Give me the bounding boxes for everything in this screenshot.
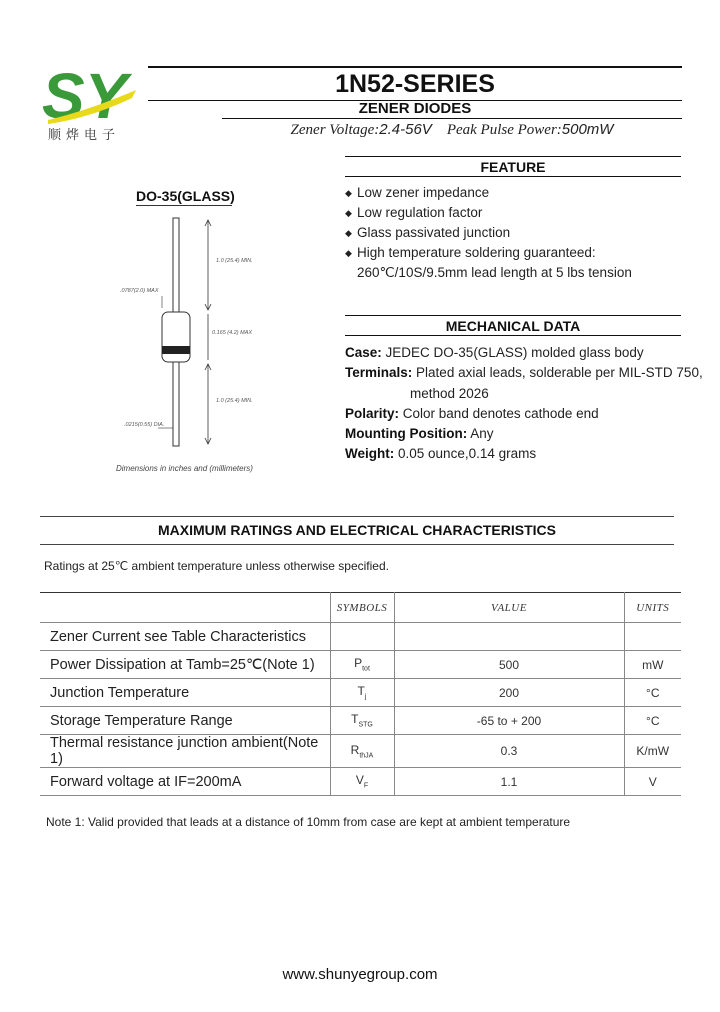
peak-pulse-value: 500mW (561, 121, 614, 138)
list-item: ◆ Low regulation factor (345, 203, 685, 223)
mechanical-data (345, 343, 703, 465)
diode-body (162, 312, 190, 362)
header-rule-bottom (222, 118, 682, 119)
zener-voltage-value: 2.4-56V (379, 121, 432, 138)
param-cell: Zener Current see Table Characteristics (40, 623, 330, 651)
symbol-subscript: thJA (359, 752, 374, 760)
symbol-cell (330, 707, 394, 735)
lead-bottom (173, 362, 179, 446)
symbol-main: V (355, 773, 364, 788)
mech-row-case: Case: JEDEC DO-35(GLASS) molded glass body (345, 345, 644, 360)
unit-cell: V (624, 768, 681, 796)
table-row (40, 679, 681, 707)
symbol-main: R (350, 742, 360, 757)
bullet-arrow-icon: ◆ (345, 208, 352, 218)
param-cell: Thermal resistance junction ambient(Note 1) (40, 735, 330, 768)
unit-cell (624, 623, 681, 651)
value-cell: 200 (394, 679, 624, 707)
symbol-cell (330, 735, 394, 768)
unit-cell: °C (624, 679, 681, 707)
logo-chinese-name: 顺烨电子 (48, 128, 121, 143)
ratings-table (40, 592, 681, 796)
dim-label-body-dia: .0787(2.0) MAX (120, 288, 159, 294)
param-cell: Power Dissipation at Tamb=25℃(Note 1) (40, 651, 330, 679)
symbol-cell (330, 768, 394, 796)
symbol-main: T (351, 712, 359, 727)
table-row (40, 623, 681, 651)
peak-pulse-label: Peak Pulse Power: (446, 122, 562, 138)
dim-label-lead-dia: .0215(0.55) DIA. (124, 422, 165, 428)
feature-list (345, 183, 685, 283)
col-header-value: VALUE (394, 593, 624, 623)
list-item: ◆ High temperature soldering guaranteed: (345, 243, 685, 263)
package-title: DO-35(GLASS) (136, 188, 235, 204)
dim-label-lead-top: 1.0 (25.4) MIN. (216, 258, 253, 264)
table-row (40, 707, 681, 735)
unit-cell: mW (624, 651, 681, 679)
ratings-rule-bottom (40, 544, 674, 545)
dimensions-caption: Dimensions in inches and (millimeters) (116, 464, 253, 473)
list-item: ◆ Glass passivated junction (345, 223, 685, 243)
value-cell (394, 623, 624, 651)
symbol-main: T (357, 684, 365, 699)
param-cell: Storage Temperature Range (40, 707, 330, 735)
page-title: 1N52-SERIES (335, 70, 495, 98)
symbol-subscript: tot (362, 665, 370, 673)
param-cell: Junction Temperature (40, 679, 330, 707)
symbol-cell (330, 623, 394, 651)
package-drawing (100, 212, 280, 474)
ratings-rule-top (40, 516, 674, 517)
bullet-arrow-icon: ◆ (345, 228, 352, 238)
symbol-cell (330, 651, 394, 679)
package-title-underline (136, 205, 232, 206)
value-cell: 500 (394, 651, 624, 679)
param-cell: Forward voltage at IF=200mA (40, 768, 330, 796)
mech-row-weight: Weight: 0.05 ounce,0.14 grams (345, 446, 537, 462)
ratings-note: Ratings at 25℃ ambient temperature unless otherwise specified. (44, 559, 389, 573)
footnote: Note 1: Valid provided that leads at a distance of 10mm from case are kept at ambient temperature (46, 815, 571, 829)
bullet-arrow-icon: ◆ (345, 248, 352, 258)
mechanical-heading: MECHANICAL DATA (345, 315, 681, 336)
value-cell: -65 to + 200 (394, 707, 624, 735)
unit-cell: °C (624, 707, 681, 735)
symbol-cell (330, 679, 394, 707)
table-row (40, 651, 681, 679)
key-specs (222, 121, 682, 139)
logo-letters: SY (42, 62, 128, 132)
symbol-main: P (354, 656, 363, 671)
unit-cell: K/mW (624, 735, 681, 768)
col-header-units: UNITS (624, 593, 681, 623)
list-item-continuation: 260℃/10S/9.5mm lead length at 5 lbs tension (357, 265, 632, 280)
feature-heading: FEATURE (345, 156, 681, 177)
website-url: www.shunyegroup.com (282, 966, 438, 983)
mech-row-mounting: Mounting Position: Any (345, 426, 494, 442)
col-header-parameter (40, 593, 330, 623)
header-rule-top (148, 66, 682, 68)
dim-label-lead-bottom: 1.0 (25.4) MIN. (216, 398, 253, 404)
value-cell: 0.3 (394, 735, 624, 768)
value-cell: 1.1 (394, 768, 624, 796)
cathode-band (162, 346, 190, 354)
col-header-symbols: SYMBOLS (330, 593, 394, 623)
symbol-subscript: STG (358, 721, 373, 729)
mech-row-polarity: Polarity: Color band denotes cathode end (345, 405, 599, 421)
mech-row-terminals: Terminals: Plated axial leads, solderable per MIL-STD 750, (345, 365, 703, 381)
zener-voltage-label: Zener Voltage: (290, 122, 380, 138)
ratings-heading: MAXIMUM RATINGS AND ELECTRICAL CHARACTERISTICS (158, 522, 556, 538)
mech-row-terminals-cont: method 2026 (410, 385, 489, 401)
bullet-arrow-icon: ◆ (345, 188, 352, 198)
page-subtitle: ZENER DIODES (358, 100, 472, 117)
table-row (40, 735, 681, 768)
lead-top (173, 218, 179, 312)
table-header-row (40, 593, 681, 623)
table-row (40, 768, 681, 796)
symbol-subscript: F (363, 782, 369, 790)
symbol-subscript: j (364, 693, 367, 701)
dim-label-body: 0.165 (4.2) MAX (212, 330, 253, 336)
list-item: ◆ Low zener impedance (345, 183, 685, 203)
